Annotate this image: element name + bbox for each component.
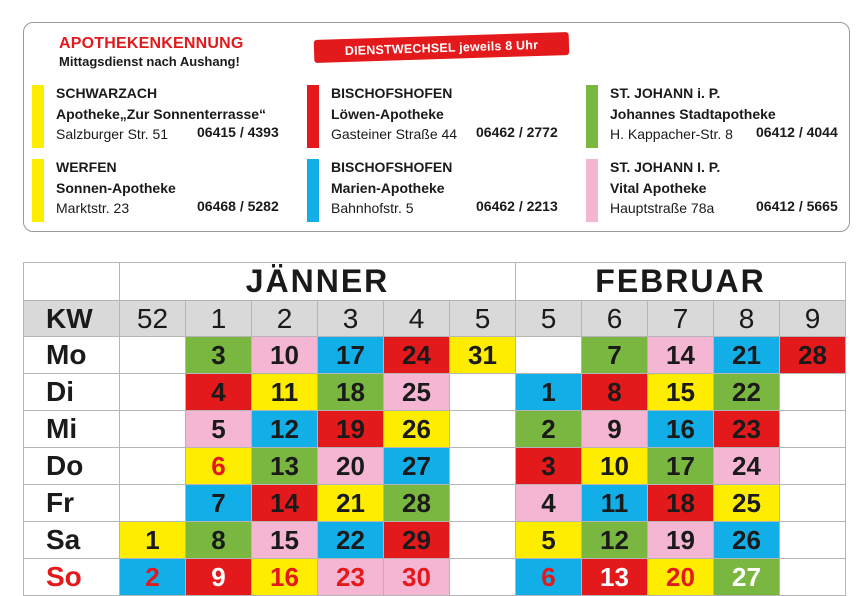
day-label: Di xyxy=(24,374,120,411)
duty-date-cell: 14 xyxy=(252,485,318,522)
duty-date-cell: 17 xyxy=(648,448,714,485)
day-row xyxy=(24,337,846,374)
duty-date-cell: 10 xyxy=(252,337,318,374)
duty-date-cell xyxy=(450,559,516,596)
month-label: JÄNNER xyxy=(120,263,516,301)
duty-date-cell: 7 xyxy=(582,337,648,374)
duty-date-cell: 31 xyxy=(450,337,516,374)
duty-date-cell: 16 xyxy=(252,559,318,596)
pharmacy-address: Bahnhofstr. 5 xyxy=(331,200,414,216)
duty-date-cell xyxy=(120,337,186,374)
duty-date-cell: 18 xyxy=(648,485,714,522)
duty-date-cell: 16 xyxy=(648,411,714,448)
duty-date-cell xyxy=(120,448,186,485)
pharmacy-phone: 06462 / 2772 xyxy=(476,124,558,140)
pharmacy-name: Vital Apotheke xyxy=(610,179,707,196)
pharmacy-town: ST. JOHANN i. P. xyxy=(610,85,721,101)
duty-date-cell: 15 xyxy=(252,522,318,559)
duty-date-cell: 9 xyxy=(582,411,648,448)
duty-date-cell xyxy=(120,485,186,522)
week-number: 5 xyxy=(450,301,516,337)
duty-date-cell: 27 xyxy=(384,448,450,485)
pharmacy-entry-3 xyxy=(307,157,567,225)
week-number: 4 xyxy=(384,301,450,337)
duty-date-cell: 13 xyxy=(582,559,648,596)
week-number: 2 xyxy=(252,301,318,337)
duty-date-cell xyxy=(120,374,186,411)
pharmacy-entry-1 xyxy=(32,157,289,225)
kw-label: KW xyxy=(24,301,120,337)
duty-date-cell: 14 xyxy=(648,337,714,374)
duty-date-cell: 21 xyxy=(714,337,780,374)
duty-date-cell: 20 xyxy=(648,559,714,596)
pharmacy-color-swatch xyxy=(586,159,598,222)
duty-date-cell xyxy=(450,522,516,559)
day-label: Mi xyxy=(24,411,120,448)
duty-date-cell: 25 xyxy=(384,374,450,411)
duty-date-cell xyxy=(780,411,846,448)
duty-date-cell: 30 xyxy=(384,559,450,596)
pharmacy-phone: 06468 / 5282 xyxy=(197,198,279,214)
pharmacy-name: Johannes Stadtapotheke xyxy=(610,105,776,122)
pharmacy-entry-2 xyxy=(307,83,567,151)
duty-date-cell: 11 xyxy=(582,485,648,522)
duty-date-cell xyxy=(516,337,582,374)
duty-date-cell xyxy=(450,448,516,485)
duty-date-cell: 3 xyxy=(516,448,582,485)
week-number: 7 xyxy=(648,301,714,337)
pharmacy-phone: 06415 / 4393 xyxy=(197,124,279,140)
duty-date-cell: 22 xyxy=(318,522,384,559)
duty-date-cell: 5 xyxy=(186,411,252,448)
legend-subtitle: Mittagsdienst nach Aushang! xyxy=(59,54,240,69)
pharmacy-town: BISCHOFSHOFEN xyxy=(331,159,453,175)
duty-date-cell xyxy=(450,374,516,411)
duty-date-cell: 24 xyxy=(384,337,450,374)
duty-date-cell: 26 xyxy=(384,411,450,448)
pharmacy-phone: 06412 / 4044 xyxy=(756,124,838,140)
pharmacy-color-swatch xyxy=(32,159,44,222)
week-number: 3 xyxy=(318,301,384,337)
duty-date-cell: 1 xyxy=(120,522,186,559)
duty-date-cell: 12 xyxy=(252,411,318,448)
day-label: Mo xyxy=(24,337,120,374)
pharmacy-color-swatch xyxy=(307,85,319,148)
duty-date-cell xyxy=(780,485,846,522)
pharmacy-legend xyxy=(23,22,850,232)
day-row xyxy=(24,485,846,522)
duty-date-cell: 4 xyxy=(516,485,582,522)
duty-date-cell: 11 xyxy=(252,374,318,411)
day-row xyxy=(24,411,846,448)
week-number: 8 xyxy=(714,301,780,337)
pharmacy-address: Gasteiner Straße 44 xyxy=(331,126,458,142)
day-row xyxy=(24,448,846,485)
duty-calendar xyxy=(23,262,846,596)
duty-date-cell: 2 xyxy=(516,411,582,448)
pharmacy-town: WERFEN xyxy=(56,159,117,175)
day-label: So xyxy=(24,559,120,596)
day-row xyxy=(24,522,846,559)
pharmacy-address: Salzburger Str. 51 xyxy=(56,126,169,142)
duty-date-cell: 22 xyxy=(714,374,780,411)
duty-date-cell: 4 xyxy=(186,374,252,411)
pharmacy-color-swatch xyxy=(307,159,319,222)
duty-date-cell: 19 xyxy=(318,411,384,448)
calendar-corner xyxy=(24,263,120,301)
duty-date-cell: 5 xyxy=(516,522,582,559)
legend-title: APOTHEKENKENNUNG xyxy=(59,35,244,52)
pharmacy-phone: 06462 / 2213 xyxy=(476,198,558,214)
duty-date-cell: 15 xyxy=(648,374,714,411)
duty-date-cell: 10 xyxy=(582,448,648,485)
duty-date-cell: 21 xyxy=(318,485,384,522)
pharmacy-town: SCHWARZACH xyxy=(56,85,158,101)
duty-date-cell xyxy=(120,411,186,448)
pharmacy-name: Apotheke„Zur Sonnenterrasse“ xyxy=(56,105,267,122)
duty-date-cell: 9 xyxy=(186,559,252,596)
week-number: 52 xyxy=(120,301,186,337)
pharmacy-address: Hauptstraße 78a xyxy=(610,200,715,216)
pharmacy-color-swatch xyxy=(32,85,44,148)
pharmacy-name: Marien-Apotheke xyxy=(331,179,445,196)
pharmacy-town: BISCHOFSHOFEN xyxy=(331,85,453,101)
duty-date-cell: 3 xyxy=(186,337,252,374)
pharmacy-entry-0 xyxy=(32,83,289,151)
day-label: Sa xyxy=(24,522,120,559)
duty-date-cell: 28 xyxy=(780,337,846,374)
pharmacy-entry-4 xyxy=(586,83,848,151)
duty-date-cell: 2 xyxy=(120,559,186,596)
duty-date-cell xyxy=(450,485,516,522)
week-number: 1 xyxy=(186,301,252,337)
duty-date-cell: 17 xyxy=(318,337,384,374)
pharmacy-town: ST. JOHANN I. P. xyxy=(610,159,721,175)
pharmacy-name: Sonnen-Apotheke xyxy=(56,179,176,196)
duty-date-cell xyxy=(780,448,846,485)
duty-date-cell: 13 xyxy=(252,448,318,485)
month-label: FEBRUAR xyxy=(516,263,846,301)
day-row xyxy=(24,374,846,411)
duty-calendar-table xyxy=(23,262,846,596)
duty-date-cell: 1 xyxy=(516,374,582,411)
week-number: 6 xyxy=(582,301,648,337)
pharmacy-color-swatch xyxy=(586,85,598,148)
duty-date-cell: 12 xyxy=(582,522,648,559)
duty-date-cell: 20 xyxy=(318,448,384,485)
duty-date-cell: 26 xyxy=(714,522,780,559)
duty-date-cell: 6 xyxy=(186,448,252,485)
duty-date-cell: 6 xyxy=(516,559,582,596)
duty-date-cell: 8 xyxy=(186,522,252,559)
duty-date-cell xyxy=(780,374,846,411)
day-row xyxy=(24,559,846,596)
pharmacy-phone: 06412 / 5665 xyxy=(756,198,838,214)
day-label: Fr xyxy=(24,485,120,522)
week-number: 5 xyxy=(516,301,582,337)
pharmacy-name: Löwen-Apotheke xyxy=(331,105,444,122)
pharmacy-address: H. Kappacher-Str. 8 xyxy=(610,126,733,142)
duty-date-cell: 28 xyxy=(384,485,450,522)
pharmacy-entry-5 xyxy=(586,157,848,225)
duty-date-cell: 8 xyxy=(582,374,648,411)
day-label: Do xyxy=(24,448,120,485)
duty-date-cell: 25 xyxy=(714,485,780,522)
duty-date-cell: 23 xyxy=(714,411,780,448)
duty-date-cell: 7 xyxy=(186,485,252,522)
duty-date-cell xyxy=(450,411,516,448)
pharmacy-address: Marktstr. 23 xyxy=(56,200,130,216)
duty-date-cell: 18 xyxy=(318,374,384,411)
duty-date-cell: 23 xyxy=(318,559,384,596)
duty-date-cell xyxy=(780,559,846,596)
week-number: 9 xyxy=(780,301,846,337)
duty-date-cell: 19 xyxy=(648,522,714,559)
duty-date-cell: 29 xyxy=(384,522,450,559)
duty-date-cell xyxy=(780,522,846,559)
duty-date-cell: 27 xyxy=(714,559,780,596)
duty-date-cell: 24 xyxy=(714,448,780,485)
duty-change-badge: DIENSTWECHSEL jeweils 8 Uhr xyxy=(314,32,570,63)
